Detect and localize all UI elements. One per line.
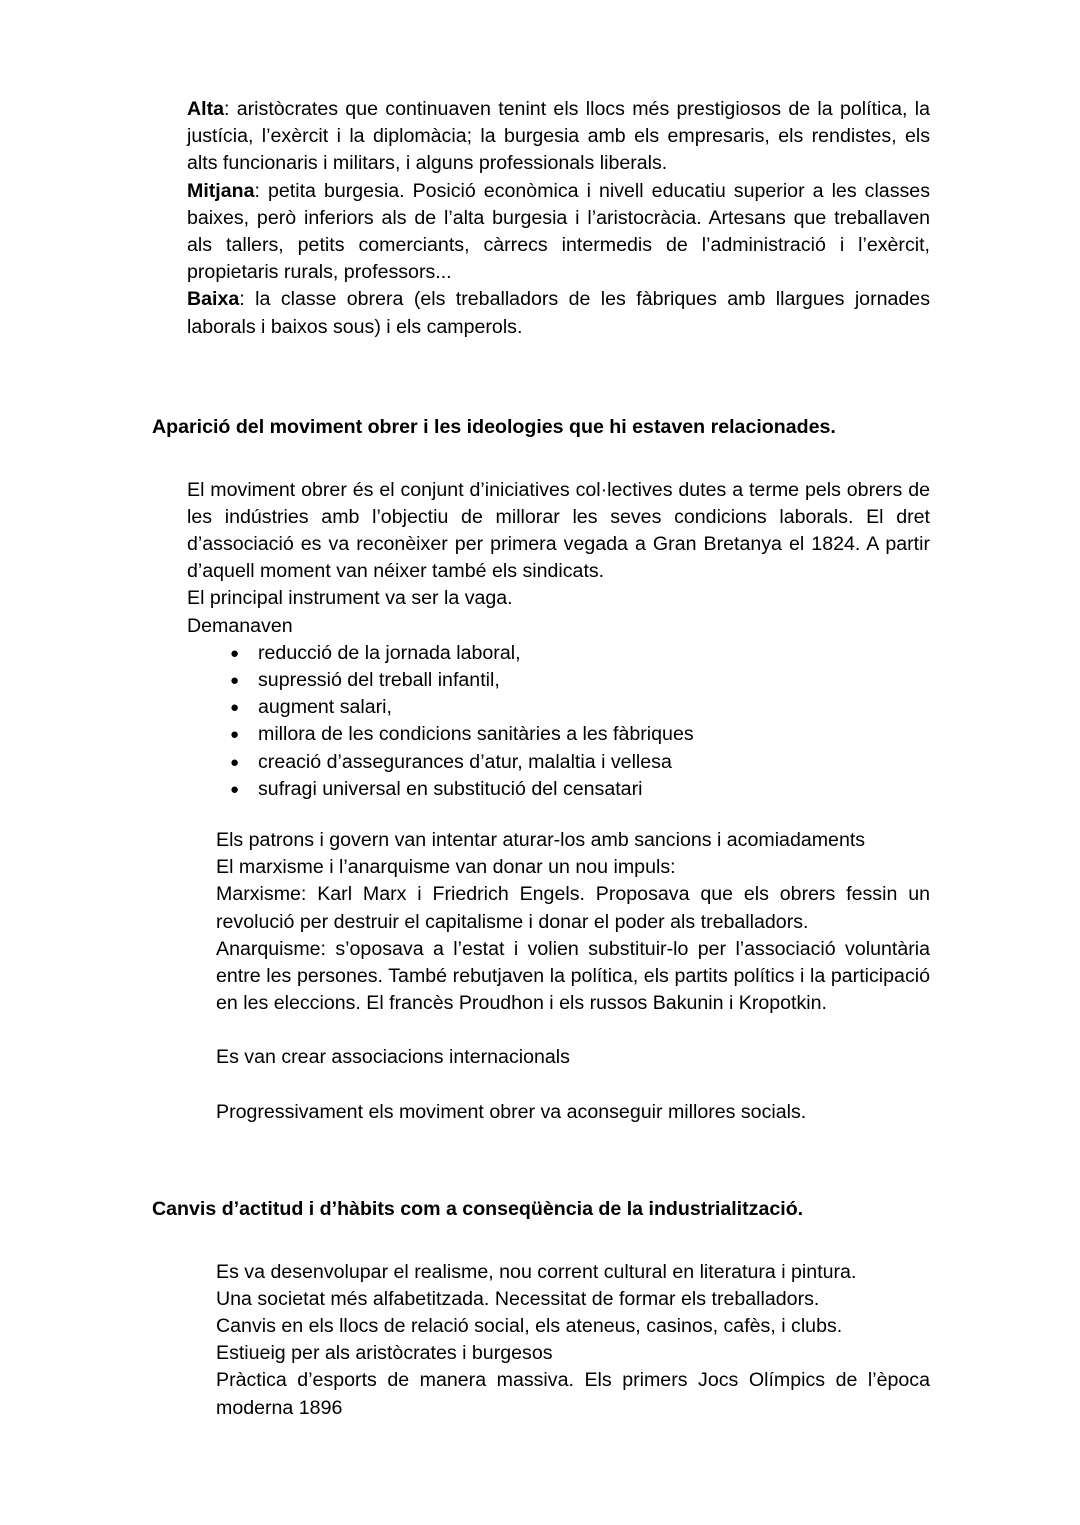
- list-item: [230, 667, 1080, 694]
- labour-movement-intro: El moviment obrer és el conjunt d’iniciatives col·lectives dutes a terme pels obrers de les indústries amb l’objectiu de millorar les seves condicions laborals. El dret d’associació es va reconèixer per primera vegada a Gran Bretanya el 1824. A partir d’aquell moment van néixer també els sindicats.: [187, 478, 930, 583]
- class-baixa-paragraph: [187, 286, 930, 340]
- class-mitjana-paragraph: [187, 178, 930, 287]
- bullet-icon: ●: [230, 780, 240, 798]
- paragraph-spacer-1: [0, 1017, 1080, 1044]
- habits-line-social-venues: Canvis en els llocs de relació social, els ateneus, casinos, cafès, i clubs.: [216, 1314, 843, 1337]
- list-item-label: supressió del treball infantil,: [258, 668, 500, 691]
- marxism-paragraph: Marxisme: Karl Marx i Friedrich Engels. Proposava que els obrers fessin un revolució per destruir el capitalisme i donar el poder als treballadors.: [216, 883, 930, 933]
- class-baixa-label: Baixa: [187, 288, 240, 311]
- bullet-icon: ●: [230, 644, 240, 662]
- class-alta-paragraph: [187, 96, 930, 178]
- section-spacer-1: [0, 341, 1080, 398]
- paragraph-spacer-2: [0, 1072, 1080, 1099]
- labour-movement-instrument: El principal instrument va ser la vaga.: [187, 587, 513, 610]
- habits-line-literacy: Una societat més alfabetitzada. Necessitat de formar els treballadors.: [216, 1287, 820, 1310]
- class-alta-label: Alta: [187, 98, 225, 120]
- habits-line-sports: Pràctica d’esports de manera massiva. Els primers Jocs Olímpics de l’època moderna 1896: [216, 1369, 930, 1419]
- section-spacer-2: [0, 1126, 1080, 1180]
- list-item-label: sufragi universal en substitució del censatari: [258, 777, 643, 800]
- heading-habits-changes: Canvis d’actitud i d’hàbits com a conseqüència de la industrialització.: [152, 1198, 804, 1221]
- list-item: [230, 749, 1080, 776]
- list-item-label: millora de les condicions sanitàries a les fàbriques: [258, 723, 694, 746]
- bullet-icon: ●: [230, 699, 240, 717]
- social-classes-block: [0, 96, 1080, 341]
- class-mitjana-text: : petita burgesia. Posició econòmica i nivell educatiu superior a les classes baixes, però inferiors als de l’alta burgesia i l’aristocràcia. Artesans que treballaven als tallers, petits comerciants, càrrecs intermedis de l’administració i l’exèrcit, propietaris rurals, professors...: [187, 179, 930, 284]
- habits-line-summering: Estiueig per als aristòcrates i burgesos: [216, 1342, 553, 1365]
- list-item: [230, 721, 1080, 748]
- ideologies-intro-paragraph: El marxisme i l’anarquisme van donar un nou impuls:: [216, 856, 676, 879]
- class-baixa-text: : la classe obrera (els treballadors de les fàbriques amb llargues jornades laborals i baixos sous) i els camperols.: [187, 288, 930, 338]
- list-item: [230, 640, 1080, 667]
- demands-list: [230, 640, 1080, 803]
- internationals-paragraph: Es van crear associacions internacionals: [216, 1046, 570, 1069]
- bullet-icon: ●: [230, 671, 240, 689]
- habits-line-realism: Es va desenvolupar el realisme, nou corrent cultural en literatura i pintura.: [216, 1260, 857, 1283]
- heading-spacer-1: [0, 458, 1080, 477]
- outcome-paragraph: Progressivament els moviment obrer va aconseguir millores socials.: [216, 1100, 807, 1123]
- list-item-label: reducció de la jornada laboral,: [258, 641, 521, 664]
- heading-spacer-2: [0, 1240, 1080, 1259]
- employers-reaction-paragraph: Els patrons i govern van intentar aturar-los amb sancions i acomiadaments: [216, 829, 866, 851]
- bullet-icon: ●: [230, 753, 240, 771]
- list-item: [230, 776, 1080, 803]
- class-mitjana-label: Mitjana: [187, 179, 255, 202]
- anarchism-paragraph: Anarquisme: s’oposava a l’estat i volien substituir-lo per l’associació voluntària entre les persones. També rebutjaven la política, els partits polítics i la participació en les eleccions. El francès Proudhon i els russos Bakunin i Kropotkin.: [216, 937, 930, 1015]
- list-spacer: [0, 803, 1080, 827]
- top-spacer: [0, 0, 1080, 96]
- list-item: [230, 694, 1080, 721]
- list-item-label: creació d’assegurances d’atur, malaltia i vellesa: [258, 750, 672, 773]
- labour-movement-demands-intro: Demanaven: [187, 614, 293, 637]
- list-item-label: augment salari,: [258, 696, 392, 719]
- class-alta-text: : aristòcrates que continuaven tenint els llocs més prestigiosos de la política, la justícia, l’exèrcit i la diplomàcia; la burgesia amb els empresaris, els rendistes, els alts funcionaris i militars, i alguns professionals liberals.: [187, 98, 930, 175]
- heading-labour-movement: Aparició del moviment obrer i les ideologies que hi estaven relacionades.: [152, 416, 836, 439]
- bullet-icon: ●: [230, 726, 240, 744]
